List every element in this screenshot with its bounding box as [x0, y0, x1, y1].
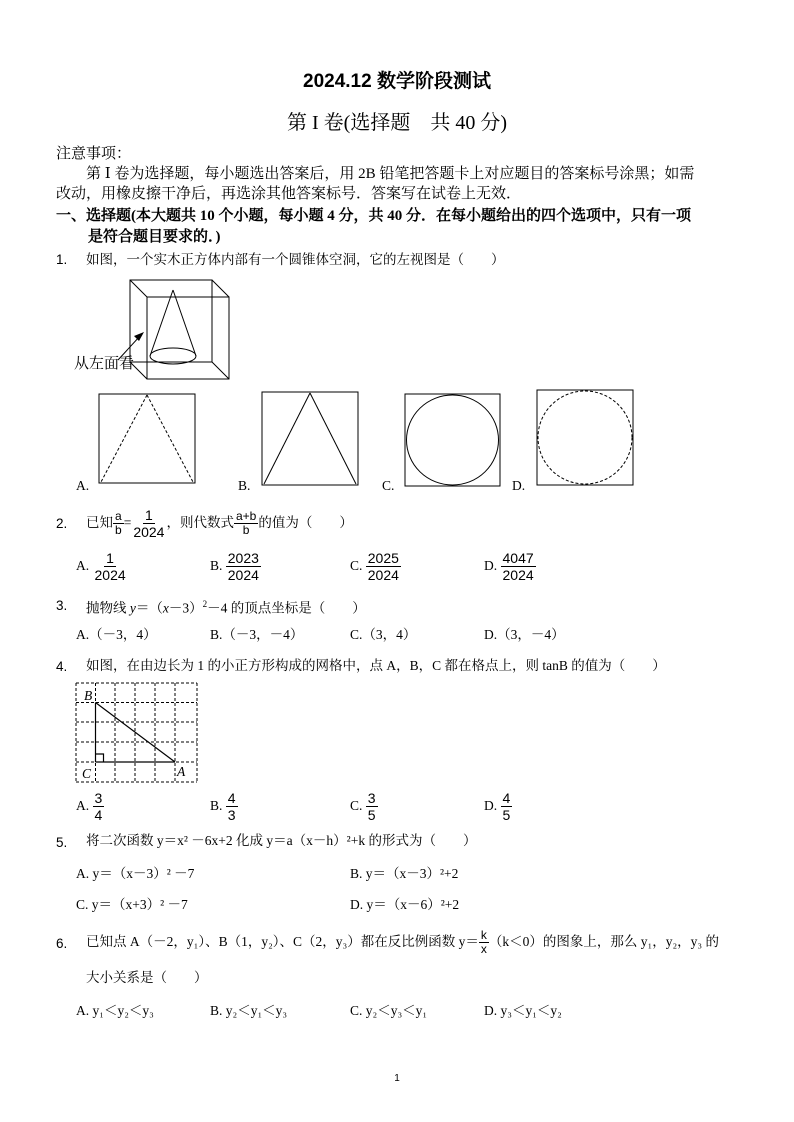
q4-option-d-fraction: $\frac{4}{5}$: [502, 789, 511, 823]
q4-option-b-label: B.: [210, 798, 223, 813]
q4-option-b[interactable]: [210, 788, 238, 824]
q3-option-d[interactable]: D.（3，－4）: [484, 627, 565, 642]
q3-text: 抛物线 $y=(x-3)^2-4$ 的顶点坐标是（ ）: [86, 599, 366, 616]
notice-heading: 注意事项：: [56, 146, 132, 162]
q2-given-fraction: $\frac{a}{b}$: [115, 508, 122, 537]
q4-label-c: C: [82, 766, 92, 781]
q4-option-c[interactable]: [350, 788, 378, 824]
q6-line-2: 大小关系是（ ）: [86, 970, 208, 985]
q3-number: 3.: [56, 598, 68, 613]
q2-option-d[interactable]: [484, 548, 536, 584]
q2-number: 2.: [56, 516, 68, 531]
q6-text-b: （k＜0）的图象上，那么 y₁，y₂，y₃ 的: [488, 934, 720, 949]
q6-stem: [86, 924, 719, 960]
q5-option-b[interactable]: B. y＝（x－3）²+2: [350, 866, 459, 881]
q6-fraction: $\frac{k}{x}$: [480, 927, 487, 956]
q1-option-a-figure: [98, 393, 198, 485]
q4-option-c-fraction: $\frac{3}{5}$: [367, 789, 376, 823]
q2-option-a[interactable]: [76, 548, 128, 584]
q4-text: 如图，在由边长为 1 的小正方形构成的网格中，点 A，B，C 都在格点上，则 tanB 的值为（ ）: [86, 658, 666, 673]
notice-line-1: 第 Ⅰ 卷为选择题，每小题选出答案后，用 2B 铅笔把答题卡上对应题目的答案标号涂黑；如需: [86, 166, 695, 182]
q1-option-b-figure: [261, 391, 361, 487]
q2-option-b-label: B.: [210, 558, 223, 573]
q2-option-b[interactable]: [210, 548, 261, 584]
page-number: 1: [394, 1073, 400, 1084]
q1-option-c-label[interactable]: C.: [382, 478, 395, 493]
q2-option-c-fraction: $\frac{2025}{2024}$: [367, 549, 399, 583]
q2-equals: =: [123, 515, 132, 530]
q5-option-d[interactable]: D. y＝（x－6）²+2: [350, 897, 460, 912]
q4-option-b-fraction: $\frac{4}{3}$: [227, 789, 236, 823]
q4-label-b: B: [84, 688, 93, 703]
q1-option-c-figure: [404, 393, 502, 487]
q2-option-b-fraction: $\frac{2023}{2024}$: [227, 549, 259, 583]
q2-expression-fraction: $\frac{a+b}{b}$: [235, 508, 257, 537]
q3-option-a[interactable]: A.（－3，4）: [76, 627, 157, 642]
q6-option-c[interactable]: C. y₂＜y₃＜y₁: [350, 1003, 428, 1018]
q2-pre: 已知: [86, 515, 113, 530]
q5-number: 5.: [56, 835, 68, 850]
q3-option-c[interactable]: C.（3，4）: [350, 627, 417, 642]
q4-option-a-label: A.: [76, 798, 90, 813]
q5-text: 将二次函数 y＝x² －6x+2 化成 y＝a（x－h）²+k 的形式为（ ）: [86, 833, 477, 848]
q1-option-a-label[interactable]: A.: [76, 478, 90, 493]
q5-option-c[interactable]: C. y＝（x+3）² －7: [76, 897, 188, 912]
q1-option-d-label[interactable]: D.: [512, 478, 526, 493]
q2-option-d-label: D.: [484, 558, 498, 573]
q2-option-d-fraction: $\frac{4047}{2024}$: [502, 549, 534, 583]
section-subtitle: 第 I 卷(选择题 共 40 分): [287, 112, 507, 134]
q1-text: 如图，一个实木正方体内部有一个圆锥体空洞，它的左视图是（ ）: [86, 252, 505, 267]
q1-option-b-label[interactable]: B.: [238, 478, 251, 493]
q4-option-a[interactable]: [76, 788, 104, 824]
q4-option-d-label: D.: [484, 798, 498, 813]
q6-option-d[interactable]: D. y₃＜y₁＜y₂: [484, 1003, 562, 1018]
q2-option-c-label: C.: [350, 558, 363, 573]
q4-label-a: A: [177, 764, 186, 779]
q6-option-a[interactable]: A. y₁＜y₂＜y₃: [76, 1003, 154, 1018]
q5-option-a[interactable]: A. y＝（x－3）² －7: [76, 866, 195, 881]
q2-option-a-label: A.: [76, 558, 90, 573]
exam-title: 2024.12 数学阶段测试: [303, 71, 491, 92]
q2-value-fraction: $\frac{1}{2024}$: [133, 506, 165, 540]
q2-stem: [86, 505, 353, 541]
q2-mid: ，则代数式: [166, 515, 234, 530]
q6-number: 6.: [56, 936, 68, 951]
q2-option-c[interactable]: [350, 548, 401, 584]
q4-option-a-fraction: $\frac{3}{4}$: [94, 789, 103, 823]
q1-option-d-figure: [536, 389, 636, 487]
q4-option-d[interactable]: [484, 788, 512, 824]
q4-number: 4.: [56, 659, 68, 674]
q3-option-b[interactable]: B.（－3，－4）: [210, 627, 304, 642]
section-heading-line-1: 一、选择题(本大题共 10 个小题，每小题 4 分，共 40 分．在每小题给出的四个选项中，只有一项: [56, 208, 691, 224]
q6-option-b[interactable]: B. y₂＜y₁＜y₃: [210, 1003, 288, 1018]
section-heading-line-2: 是符合题目要求的．): [88, 229, 221, 245]
q2-post: 的值为（ ）: [258, 515, 353, 530]
q4-option-c-label: C.: [350, 798, 363, 813]
q1-number: 1.: [56, 252, 68, 267]
q1-view-label: 从左面看: [74, 356, 135, 372]
q6-text-a: 已知点 A（－2，y₁）、B（1，y₂）、C（2，y₃）都在反比例函数 y＝: [86, 934, 479, 949]
notice-line-2: 改动，用橡皮擦干净后，再选涂其他答案标号．答案写在试卷上无效．: [56, 186, 522, 202]
q2-option-a-fraction: $\frac{1}{2024}$: [94, 549, 126, 583]
